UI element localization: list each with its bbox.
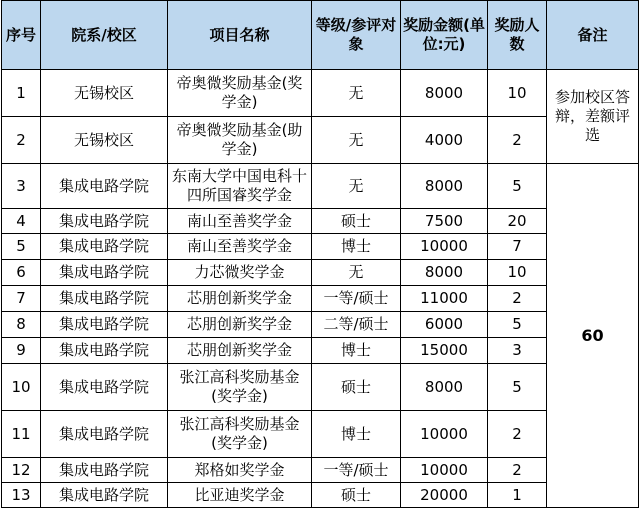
note-ic: 60 bbox=[547, 164, 639, 508]
header-school: 院系/校区 bbox=[41, 1, 168, 70]
cell-count: 5 bbox=[488, 312, 547, 338]
scholarship-table bbox=[1, 0, 639, 508]
table-row bbox=[2, 483, 639, 508]
cell-project: 芯朋创新奖学金 bbox=[168, 338, 312, 364]
cell-count: 3 bbox=[488, 338, 547, 364]
cell-school: 集成电路学院 bbox=[41, 164, 168, 209]
cell-amount: 10000 bbox=[401, 234, 488, 260]
cell-project: 芯朋创新奖学金 bbox=[168, 286, 312, 312]
cell-count: 2 bbox=[488, 117, 547, 164]
cell-seq: 10 bbox=[2, 364, 41, 411]
cell-amount: 11000 bbox=[401, 286, 488, 312]
table-row bbox=[2, 260, 639, 286]
cell-school: 集成电路学院 bbox=[41, 286, 168, 312]
cell-project: 张江高科奖励基金(奖学金) bbox=[168, 411, 312, 458]
cell-amount: 4000 bbox=[401, 117, 488, 164]
cell-project: 东南大学中国电科十四所国睿奖学金 bbox=[168, 164, 312, 209]
cell-project: 郑格如奖学金 bbox=[168, 458, 312, 483]
cell-amount: 8000 bbox=[401, 364, 488, 411]
cell-count: 10 bbox=[488, 70, 547, 117]
header-seq: 序号 bbox=[2, 1, 41, 70]
cell-count: 5 bbox=[488, 164, 547, 209]
cell-project: 比亚迪奖学金 bbox=[168, 483, 312, 508]
table-row bbox=[2, 234, 639, 260]
header-count: 奖励人数 bbox=[488, 1, 547, 70]
header-amount: 奖励金额(单位:元) bbox=[401, 1, 488, 70]
cell-amount: 8000 bbox=[401, 260, 488, 286]
header-project: 项目名称 bbox=[168, 1, 312, 70]
cell-seq: 2 bbox=[2, 117, 41, 164]
cell-amount: 10000 bbox=[401, 411, 488, 458]
header-row bbox=[2, 1, 639, 70]
cell-school: 无锡校区 bbox=[41, 70, 168, 117]
cell-level: 硕士 bbox=[312, 364, 401, 411]
cell-level: 硕士 bbox=[312, 209, 401, 234]
cell-count: 2 bbox=[488, 411, 547, 458]
table-row bbox=[2, 117, 639, 164]
cell-project: 帝奥微奖励基金(助学金) bbox=[168, 117, 312, 164]
cell-level: 一等/硕士 bbox=[312, 286, 401, 312]
table-row bbox=[2, 209, 639, 234]
table-row bbox=[2, 286, 639, 312]
cell-count: 10 bbox=[488, 260, 547, 286]
cell-project: 南山至善奖学金 bbox=[168, 234, 312, 260]
cell-level: 无 bbox=[312, 117, 401, 164]
cell-school: 集成电路学院 bbox=[41, 364, 168, 411]
table-row bbox=[2, 70, 639, 117]
cell-project: 南山至善奖学金 bbox=[168, 209, 312, 234]
cell-level: 无 bbox=[312, 164, 401, 209]
cell-school: 集成电路学院 bbox=[41, 260, 168, 286]
header-level: 等级/参评对象 bbox=[312, 1, 401, 70]
cell-amount: 8000 bbox=[401, 164, 488, 209]
cell-seq: 4 bbox=[2, 209, 41, 234]
cell-amount: 10000 bbox=[401, 458, 488, 483]
table-row bbox=[2, 458, 639, 483]
cell-level: 博士 bbox=[312, 234, 401, 260]
table-row bbox=[2, 164, 639, 209]
cell-count: 1 bbox=[488, 483, 547, 508]
cell-amount: 8000 bbox=[401, 70, 488, 117]
cell-level: 无 bbox=[312, 70, 401, 117]
cell-school: 集成电路学院 bbox=[41, 483, 168, 508]
header-note: 备注 bbox=[547, 1, 639, 70]
cell-seq: 6 bbox=[2, 260, 41, 286]
table-row bbox=[2, 364, 639, 411]
cell-level: 无 bbox=[312, 260, 401, 286]
cell-count: 2 bbox=[488, 458, 547, 483]
cell-level: 博士 bbox=[312, 338, 401, 364]
cell-seq: 3 bbox=[2, 164, 41, 209]
cell-level: 博士 bbox=[312, 411, 401, 458]
table-row bbox=[2, 338, 639, 364]
cell-level: 硕士 bbox=[312, 483, 401, 508]
note-wuxi: 参加校区答辩，差额评选 bbox=[547, 70, 639, 164]
cell-school: 集成电路学院 bbox=[41, 411, 168, 458]
cell-seq: 11 bbox=[2, 411, 41, 458]
cell-seq: 13 bbox=[2, 483, 41, 508]
cell-level: 一等/硕士 bbox=[312, 458, 401, 483]
cell-seq: 12 bbox=[2, 458, 41, 483]
cell-school: 集成电路学院 bbox=[41, 234, 168, 260]
cell-project: 力芯微奖学金 bbox=[168, 260, 312, 286]
cell-seq: 8 bbox=[2, 312, 41, 338]
cell-count: 7 bbox=[488, 234, 547, 260]
cell-school: 无锡校区 bbox=[41, 117, 168, 164]
cell-project: 帝奥微奖励基金(奖学金) bbox=[168, 70, 312, 117]
cell-project: 芯朋创新奖学金 bbox=[168, 312, 312, 338]
cell-count: 2 bbox=[488, 286, 547, 312]
cell-school: 集成电路学院 bbox=[41, 458, 168, 483]
cell-count: 20 bbox=[488, 209, 547, 234]
cell-school: 集成电路学院 bbox=[41, 312, 168, 338]
cell-school: 集成电路学院 bbox=[41, 338, 168, 364]
cell-seq: 1 bbox=[2, 70, 41, 117]
cell-seq: 9 bbox=[2, 338, 41, 364]
cell-amount: 6000 bbox=[401, 312, 488, 338]
cell-project: 张江高科奖励基金(奖学金) bbox=[168, 364, 312, 411]
cell-count: 5 bbox=[488, 364, 547, 411]
table-row bbox=[2, 411, 639, 458]
cell-seq: 5 bbox=[2, 234, 41, 260]
cell-level: 二等/硕士 bbox=[312, 312, 401, 338]
cell-amount: 15000 bbox=[401, 338, 488, 364]
cell-amount: 20000 bbox=[401, 483, 488, 508]
cell-school: 集成电路学院 bbox=[41, 209, 168, 234]
cell-seq: 7 bbox=[2, 286, 41, 312]
table-row bbox=[2, 312, 639, 338]
cell-amount: 7500 bbox=[401, 209, 488, 234]
